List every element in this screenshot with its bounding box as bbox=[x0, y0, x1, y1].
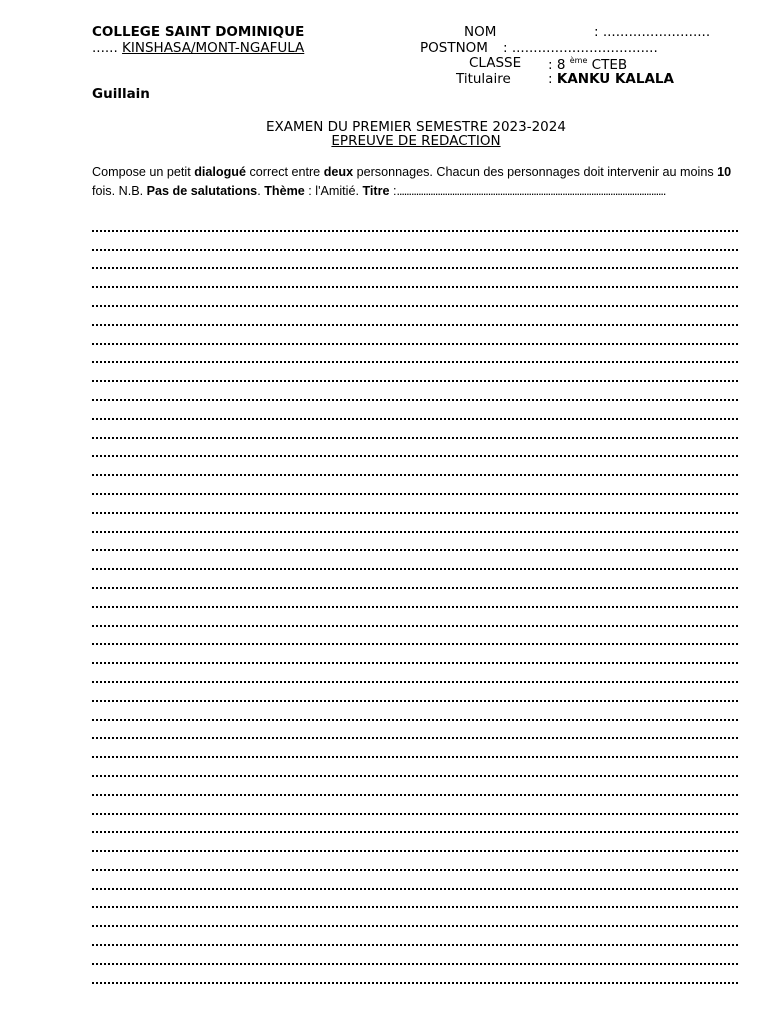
instructions-bold-deux: deux bbox=[323, 165, 354, 179]
location-text: KINSHASA/MONT-NGAFULA bbox=[122, 40, 305, 56]
writing-line bbox=[92, 476, 738, 495]
exam-subtitle: EPREUVE DE REDACTION bbox=[331, 133, 501, 149]
instructions-text-6: : l'Amitié. bbox=[304, 184, 363, 198]
titre-blank-dots: ................................................................................................................ bbox=[396, 184, 666, 198]
writing-line bbox=[92, 570, 738, 589]
writing-line bbox=[92, 927, 738, 946]
writing-line bbox=[92, 608, 738, 627]
instructions-text-3: personnages. Chacun des personnages doit intervenir au moins bbox=[353, 165, 718, 179]
writing-line bbox=[92, 833, 738, 852]
writing-line bbox=[92, 551, 738, 570]
titulaire-name: KANKU KALALA bbox=[556, 71, 674, 87]
writing-line bbox=[92, 683, 738, 702]
writing-line bbox=[92, 721, 738, 740]
writing-line bbox=[92, 589, 738, 608]
writing-line bbox=[92, 815, 738, 834]
writing-line bbox=[92, 514, 738, 533]
nom-label: NOM bbox=[464, 24, 497, 40]
writing-line bbox=[92, 946, 738, 965]
writing-line bbox=[92, 232, 738, 251]
school-name: COLLEGE SAINT DOMINIQUE bbox=[92, 24, 305, 40]
titulaire-colon: : bbox=[548, 71, 553, 87]
titulaire-label: Titulaire bbox=[456, 71, 511, 87]
nom-value: : ......................... bbox=[594, 24, 711, 40]
writing-line bbox=[92, 908, 738, 927]
instructions-bold-dialogue: dialogué bbox=[194, 165, 246, 179]
writing-line bbox=[92, 702, 738, 721]
instructions-text-5: . bbox=[257, 184, 265, 198]
instructions-bold-titre: Titre bbox=[362, 184, 390, 198]
writing-line bbox=[92, 457, 738, 476]
writing-line bbox=[92, 439, 738, 458]
writing-line bbox=[92, 533, 738, 552]
writing-line bbox=[92, 796, 738, 815]
instructions-text-1: Compose un petit bbox=[92, 165, 195, 179]
instructions-text-4: fois. N.B. bbox=[92, 184, 147, 198]
writing-line bbox=[92, 871, 738, 890]
exam-title: EXAMEN DU PREMIER SEMESTRE 2023-2024 bbox=[266, 119, 566, 135]
instructions-bold-theme: Thème bbox=[264, 184, 305, 198]
instructions-text-2: correct entre bbox=[246, 165, 324, 179]
writing-line bbox=[92, 401, 738, 420]
writing-line bbox=[92, 213, 738, 232]
writing-line bbox=[92, 852, 738, 871]
writing-lines-area bbox=[92, 213, 738, 984]
instructions-bold-10: 10 bbox=[717, 165, 732, 179]
writing-line bbox=[92, 251, 738, 270]
writing-line bbox=[92, 739, 738, 758]
instructions-bold-salutations: Pas de salutations bbox=[146, 184, 258, 198]
postnom-label: POSTNOM bbox=[420, 40, 488, 56]
classe-label: CLASSE bbox=[469, 55, 522, 71]
school-location bbox=[92, 42, 304, 56]
student-first-name: Guillain bbox=[92, 86, 150, 102]
writing-line bbox=[92, 777, 738, 796]
writing-line bbox=[92, 758, 738, 777]
instructions-paragraph bbox=[92, 163, 742, 201]
postnom-value: : .................................. bbox=[503, 40, 658, 56]
titulaire-value bbox=[548, 73, 674, 87]
writing-line bbox=[92, 307, 738, 326]
classe-prefix: : 8 bbox=[548, 57, 566, 73]
writing-line bbox=[92, 627, 738, 646]
classe-superscript: ème bbox=[569, 56, 588, 65]
writing-line bbox=[92, 890, 738, 909]
writing-line bbox=[92, 345, 738, 364]
location-prefix: ...... bbox=[92, 40, 118, 56]
writing-line bbox=[92, 965, 738, 984]
writing-line bbox=[92, 495, 738, 514]
instructions-text-7: : bbox=[389, 184, 397, 198]
writing-line bbox=[92, 269, 738, 288]
writing-line bbox=[92, 326, 738, 345]
writing-line bbox=[92, 363, 738, 382]
writing-line bbox=[92, 288, 738, 307]
writing-line bbox=[92, 420, 738, 439]
writing-line bbox=[92, 645, 738, 664]
classe-suffix: CTEB bbox=[591, 57, 628, 73]
writing-line bbox=[92, 664, 738, 683]
writing-line bbox=[92, 382, 738, 401]
